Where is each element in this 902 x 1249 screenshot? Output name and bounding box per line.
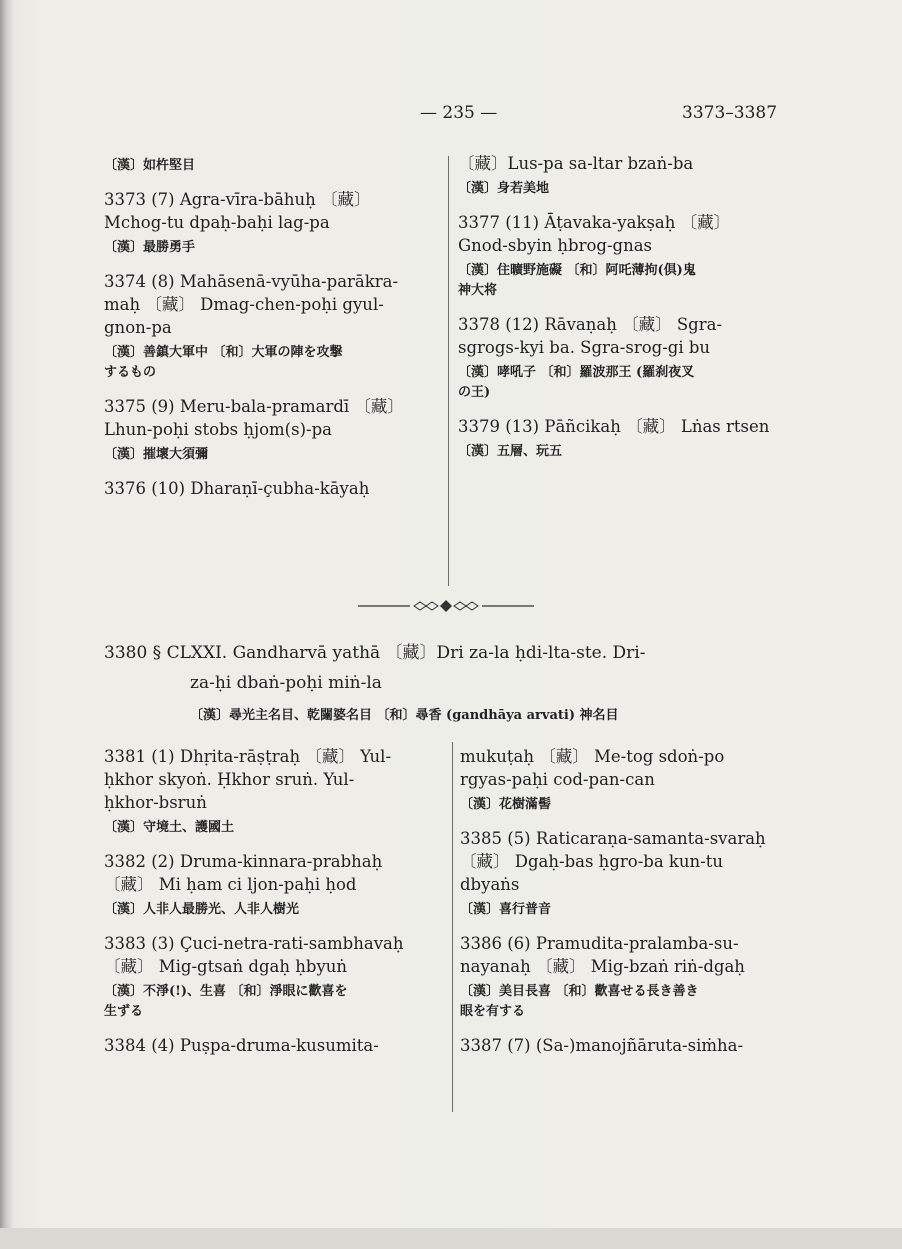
han-gloss [458,261,798,301]
entry-line: nayanaḥ 〔藏〕 Mig-bzaṅ riṅ-dgaḥ [460,957,745,976]
han-line: 〔漢〕善鎮大軍中 〔和〕大軍の陣を攻撃 [104,345,343,360]
entry-line: Lhun-poḥi stobs ḥjom(s)-pa [104,420,333,439]
right-column-top [458,152,798,474]
entry-3376-continued: 〔藏〕Lus-pa sa-ltar bzaṅ-ba [458,154,694,173]
han-gloss [460,982,800,1022]
han-gloss: 〔漢〕花樹滿髻 [460,797,552,812]
page-bottom-edge [0,1228,902,1249]
entry-3381 [104,745,444,814]
han-line: 神大将 [458,283,498,298]
entry-line: 〔藏〕 Mi ḥam ci ljon-paḥi ḥod [104,875,357,894]
entry-3377 [458,211,798,257]
han-line: 〔漢〕哮吼子 〔和〕羅波那王 (羅刹夜叉 [458,365,695,380]
entry-line: 3381 (1) Dhṛita-rāṣṭraḥ 〔藏〕 Yul- [104,747,392,766]
entry-line: 3383 (3) Çuci-netra-rati-sambhavaḥ [104,934,404,953]
column-divider-bottom [452,742,453,1112]
column-divider-top [448,156,449,586]
entry-line: 3386 (6) Pramudita-pralamba-su- [460,934,739,953]
entry-line: 〔藏〕 Dgaḥ-bas ḥgro-ba kun-tu [460,852,724,871]
entry-3378 [458,313,798,359]
han-gloss: 〔漢〕喜行普音 [460,902,552,917]
entry-line: 3375 (9) Meru-bala-pramardī 〔藏〕 [104,397,404,416]
entry-line: sgrogs-kyi ba. Sgra-srog-gi bu [458,338,711,357]
entry-line: rgyas-paḥi cod-pan-can [460,770,655,789]
entry-line: Mchog-tu dpaḥ-baḥi lag-pa [104,213,330,232]
section-heading-line: 3380 § CLXXI. Gandharvā yathā 〔藏〕Dri za-la ḥdi-lta-ste. Dri- [104,643,646,663]
entry-3375 [104,395,434,441]
entry-line: Gnod-sbyin ḥbrog-gnas [458,236,653,255]
entry-line: 3377 (11) Āṭavaka-yakṣaḥ 〔藏〕 [458,213,731,232]
han-line: 生ずる [104,1004,144,1019]
entry-line: 3373 (7) Agra-vīra-bāhuḥ 〔藏〕 [104,190,371,209]
entry-range: 3373–3387 [682,103,778,123]
entry-3383 [104,932,444,978]
entry-line: 3378 (12) Rāvaṇaḥ 〔藏〕 Sgra- [458,315,723,334]
entry-line: 3382 (2) Druma-kinnara-prabhaḥ [104,852,383,871]
entry-line: mukuṭaḥ 〔藏〕 Me-tog sdoṅ-po [460,747,725,766]
entry-line: ḥkhor skyoṅ. Ḥkhor sruṅ. Yul- [104,770,355,789]
entry-3382 [104,850,444,896]
han-line: 眼を有する [460,1004,526,1019]
ornament-center-diamond [440,600,452,612]
entry-line: 3385 (5) Raticaraṇa-samanta-svaraḥ [460,829,766,848]
entry-line: dbyaṅs [460,875,520,894]
entry-3384: 3384 (4) Puṣpa-druma-kusumita- [104,1036,379,1055]
section-heading-line: za-ḥi dbaṅ-poḥi miṅ-la [190,673,382,693]
han-gloss: 〔漢〕摧壞大須彌 [104,447,209,462]
han-gloss [104,343,434,383]
han-gloss: 〔漢〕人非人最勝光、人非人樹光 [104,902,300,917]
han-line: 〔漢〕美目長喜 〔和〕歡喜せる長き善き [460,984,699,999]
left-column-bottom [104,745,444,1057]
han-gloss: 〔漢〕如杵堅目 [104,158,196,173]
ornament-divider [358,598,534,614]
han-gloss: 〔漢〕五層、玩五 [458,444,563,459]
entry-line: 〔藏〕 Mig-gtsaṅ dgaḥ ḥbyuṅ [104,957,348,976]
han-line: の王) [458,385,491,400]
left-column-top [104,152,434,500]
entry-3384-continued [460,745,800,791]
page-number: — 235 — [420,103,498,123]
entry-3376: 3376 (10) Dharaṇī-çubha-kāyaḥ [104,479,370,498]
han-gloss: 〔漢〕身若美地 [458,181,550,196]
han-gloss: 〔漢〕守境土、護國土 [104,820,235,835]
entry-3379: 3379 (13) Pāñcikaḥ 〔藏〕 Lṅas rtsen [458,417,770,436]
section-han-gloss: 〔漢〕尋光主名目、乾闥婆名目 〔和〕尋香 (gandhāya arvati) 神名目 [190,708,619,723]
entry-line: maḥ 〔藏〕 Dmag-chen-poḥi gyul- [104,295,384,314]
han-gloss [104,982,444,1022]
entry-line: ḥkhor-bsruṅ [104,793,207,812]
entry-3385 [460,827,800,896]
entry-line: gnon-pa [104,318,172,337]
han-line: するもの [104,365,157,380]
entry-3373 [104,188,434,234]
right-column-bottom [460,745,800,1057]
han-line: 〔漢〕不淨(!)、生喜 〔和〕淨眼に歡喜を [104,984,348,999]
entry-line: 3374 (8) Mahāsenā-vyūha-parākra- [104,272,399,291]
entry-3386 [460,932,800,978]
han-gloss [458,363,798,403]
han-gloss: 〔漢〕最勝勇手 [104,240,196,255]
entry-3374 [104,270,434,339]
entry-3387: 3387 (7) (Sa-)manojñāruta-siṁha- [460,1036,744,1055]
han-line: 〔漢〕住曠野施礙 〔和〕阿吒薄拘(倶)鬼 [458,263,696,278]
